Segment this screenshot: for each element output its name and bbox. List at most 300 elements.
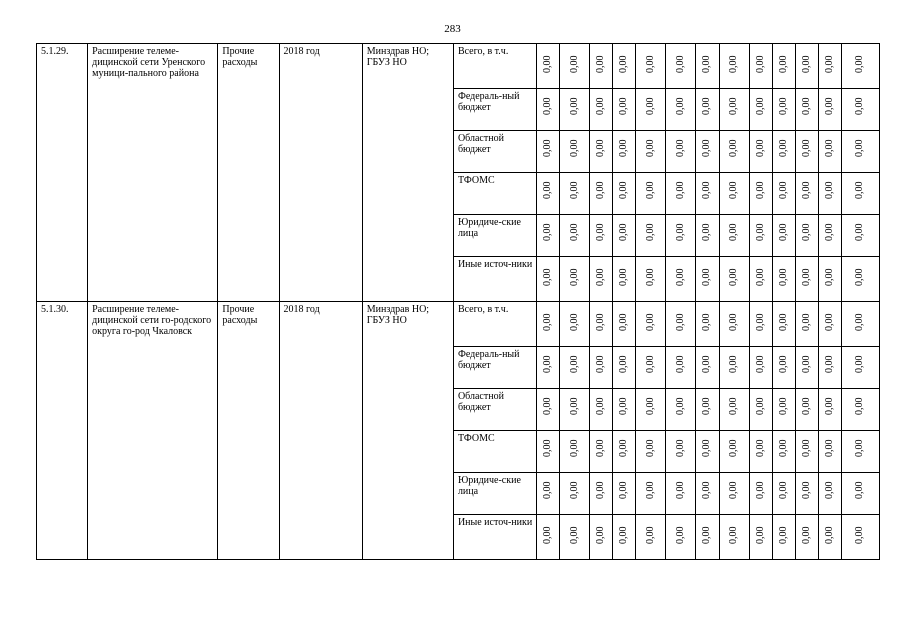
value-cell xyxy=(841,131,879,173)
value-text: 0,00 xyxy=(728,181,740,199)
value-cell xyxy=(560,173,590,215)
value-text: 0,00 xyxy=(568,139,580,157)
value-text: 0,00 xyxy=(701,439,713,457)
value-cell xyxy=(818,131,841,173)
value-cell xyxy=(749,302,772,347)
value-text: 0,00 xyxy=(568,97,580,115)
value-cell xyxy=(537,173,560,215)
value-text: 0,00 xyxy=(701,355,713,373)
value-text: 0,00 xyxy=(854,55,866,73)
value-cell xyxy=(795,515,818,560)
value-cell xyxy=(537,131,560,173)
value-text: 0,00 xyxy=(800,313,812,331)
value-cell xyxy=(560,473,590,515)
table-row xyxy=(37,302,880,347)
value-text: 0,00 xyxy=(800,97,812,115)
value-text: 0,00 xyxy=(800,139,812,157)
value-text: 0,00 xyxy=(542,223,554,241)
value-cell xyxy=(590,131,613,173)
value-cell xyxy=(636,257,666,302)
value-text: 0,00 xyxy=(701,139,713,157)
value-text: 0,00 xyxy=(595,139,607,157)
value-cell xyxy=(636,389,666,431)
value-cell xyxy=(590,389,613,431)
value-text: 0,00 xyxy=(777,97,789,115)
value-text: 0,00 xyxy=(644,223,656,241)
value-text: 0,00 xyxy=(618,439,630,457)
value-text: 0,00 xyxy=(800,223,812,241)
value-cell xyxy=(772,215,795,257)
value-cell xyxy=(696,89,719,131)
value-text: 0,00 xyxy=(644,397,656,415)
value-cell xyxy=(818,302,841,347)
value-text: 0,00 xyxy=(542,439,554,457)
value-text: 0,00 xyxy=(644,97,656,115)
value-text: 0,00 xyxy=(542,268,554,286)
value-cell xyxy=(795,302,818,347)
value-cell xyxy=(666,473,696,515)
value-text: 0,00 xyxy=(754,55,766,73)
value-cell xyxy=(818,44,841,89)
value-text: 0,00 xyxy=(644,355,656,373)
value-text: 0,00 xyxy=(674,313,686,331)
value-text: 0,00 xyxy=(823,397,835,415)
value-cell xyxy=(795,215,818,257)
value-text: 0,00 xyxy=(701,55,713,73)
value-text: 0,00 xyxy=(728,139,740,157)
value-text: 0,00 xyxy=(823,55,835,73)
funding-source-label: ТФОМС xyxy=(453,173,536,215)
value-cell xyxy=(772,44,795,89)
value-cell xyxy=(696,389,719,431)
value-text: 0,00 xyxy=(595,355,607,373)
value-cell xyxy=(560,131,590,173)
value-text: 0,00 xyxy=(701,526,713,544)
value-text: 0,00 xyxy=(823,439,835,457)
funding-source-label: Юридиче-ские лица xyxy=(453,473,536,515)
value-cell xyxy=(537,89,560,131)
value-cell xyxy=(560,215,590,257)
value-cell xyxy=(666,44,696,89)
value-cell xyxy=(613,431,636,473)
value-cell xyxy=(696,173,719,215)
value-cell xyxy=(590,431,613,473)
value-cell xyxy=(719,431,749,473)
value-cell xyxy=(666,89,696,131)
value-text: 0,00 xyxy=(595,223,607,241)
value-cell xyxy=(841,44,879,89)
value-cell xyxy=(818,215,841,257)
value-cell xyxy=(590,347,613,389)
value-cell xyxy=(636,302,666,347)
value-cell xyxy=(749,173,772,215)
value-cell xyxy=(818,173,841,215)
value-text: 0,00 xyxy=(854,313,866,331)
funding-source-label: Всего, в т.ч. xyxy=(453,302,536,347)
value-cell xyxy=(749,257,772,302)
value-text: 0,00 xyxy=(568,268,580,286)
value-text: 0,00 xyxy=(800,55,812,73)
value-text: 0,00 xyxy=(542,313,554,331)
value-cell xyxy=(719,473,749,515)
value-text: 0,00 xyxy=(823,526,835,544)
value-text: 0,00 xyxy=(644,313,656,331)
value-text: 0,00 xyxy=(854,268,866,286)
value-text: 0,00 xyxy=(754,97,766,115)
value-text: 0,00 xyxy=(777,313,789,331)
table-body xyxy=(37,44,880,560)
value-cell xyxy=(666,131,696,173)
value-text: 0,00 xyxy=(618,526,630,544)
value-cell xyxy=(537,44,560,89)
funding-source-label: Областной бюджет xyxy=(453,389,536,431)
value-cell xyxy=(666,347,696,389)
value-text: 0,00 xyxy=(618,313,630,331)
budget-table xyxy=(36,43,880,560)
value-text: 0,00 xyxy=(777,355,789,373)
value-text: 0,00 xyxy=(854,397,866,415)
value-text: 0,00 xyxy=(568,439,580,457)
value-text: 0,00 xyxy=(595,526,607,544)
value-cell xyxy=(749,515,772,560)
value-text: 0,00 xyxy=(754,481,766,499)
value-cell xyxy=(749,215,772,257)
value-cell xyxy=(636,131,666,173)
value-cell xyxy=(590,89,613,131)
value-cell xyxy=(749,89,772,131)
value-text: 0,00 xyxy=(777,526,789,544)
value-cell xyxy=(696,473,719,515)
item-executor: Минздрав НО; ГБУЗ НО xyxy=(362,302,453,560)
funding-source-label: Всего, в т.ч. xyxy=(453,44,536,89)
value-text: 0,00 xyxy=(568,55,580,73)
value-cell xyxy=(841,257,879,302)
value-cell xyxy=(537,389,560,431)
value-cell xyxy=(666,173,696,215)
table-row xyxy=(37,44,880,89)
value-text: 0,00 xyxy=(542,526,554,544)
value-text: 0,00 xyxy=(754,313,766,331)
value-cell xyxy=(590,215,613,257)
value-cell xyxy=(560,257,590,302)
value-text: 0,00 xyxy=(754,268,766,286)
value-cell xyxy=(696,131,719,173)
value-cell xyxy=(636,89,666,131)
item-code: 5.1.30. xyxy=(37,302,88,560)
funding-source-label: ТФОМС xyxy=(453,431,536,473)
value-cell xyxy=(666,215,696,257)
value-text: 0,00 xyxy=(674,139,686,157)
expense-type: Прочие расходы xyxy=(218,302,279,560)
value-cell xyxy=(772,347,795,389)
value-text: 0,00 xyxy=(777,223,789,241)
value-text: 0,00 xyxy=(854,439,866,457)
value-text: 0,00 xyxy=(800,439,812,457)
value-cell xyxy=(613,44,636,89)
value-cell xyxy=(818,89,841,131)
value-cell xyxy=(772,173,795,215)
value-cell xyxy=(719,131,749,173)
value-cell xyxy=(636,44,666,89)
value-text: 0,00 xyxy=(777,181,789,199)
value-text: 0,00 xyxy=(595,97,607,115)
value-cell xyxy=(818,473,841,515)
value-text: 0,00 xyxy=(854,481,866,499)
page-number: 283 xyxy=(444,23,461,35)
value-cell xyxy=(719,173,749,215)
value-cell xyxy=(795,131,818,173)
value-text: 0,00 xyxy=(595,55,607,73)
value-text: 0,00 xyxy=(800,526,812,544)
value-cell xyxy=(772,89,795,131)
value-text: 0,00 xyxy=(595,313,607,331)
value-text: 0,00 xyxy=(728,223,740,241)
value-text: 0,00 xyxy=(674,55,686,73)
value-cell xyxy=(537,431,560,473)
value-text: 0,00 xyxy=(542,55,554,73)
value-cell xyxy=(696,215,719,257)
value-cell xyxy=(636,431,666,473)
value-cell xyxy=(795,89,818,131)
value-cell xyxy=(537,473,560,515)
value-cell xyxy=(666,302,696,347)
value-text: 0,00 xyxy=(754,439,766,457)
value-cell xyxy=(666,257,696,302)
value-text: 0,00 xyxy=(728,481,740,499)
value-cell xyxy=(749,131,772,173)
value-text: 0,00 xyxy=(618,268,630,286)
value-text: 0,00 xyxy=(644,268,656,286)
value-text: 0,00 xyxy=(674,526,686,544)
value-text: 0,00 xyxy=(701,481,713,499)
value-text: 0,00 xyxy=(754,397,766,415)
value-cell xyxy=(841,431,879,473)
value-text: 0,00 xyxy=(644,481,656,499)
value-text: 0,00 xyxy=(728,439,740,457)
value-text: 0,00 xyxy=(823,223,835,241)
value-text: 0,00 xyxy=(728,355,740,373)
value-cell xyxy=(590,257,613,302)
value-text: 0,00 xyxy=(674,268,686,286)
value-cell xyxy=(560,431,590,473)
value-cell xyxy=(613,515,636,560)
value-cell xyxy=(719,257,749,302)
value-text: 0,00 xyxy=(823,481,835,499)
value-text: 0,00 xyxy=(644,439,656,457)
value-cell xyxy=(590,173,613,215)
value-text: 0,00 xyxy=(823,355,835,373)
value-text: 0,00 xyxy=(618,55,630,73)
value-text: 0,00 xyxy=(674,481,686,499)
value-cell xyxy=(696,257,719,302)
item-name: Расширение телеме-дицинской сети го-родского округа го-род Чкаловск xyxy=(88,302,218,560)
value-text: 0,00 xyxy=(854,97,866,115)
value-cell xyxy=(749,431,772,473)
value-text: 0,00 xyxy=(777,397,789,415)
item-executor: Минздрав НО; ГБУЗ НО xyxy=(362,44,453,302)
value-text: 0,00 xyxy=(674,223,686,241)
value-cell xyxy=(749,44,772,89)
value-text: 0,00 xyxy=(777,268,789,286)
value-cell xyxy=(613,347,636,389)
value-text: 0,00 xyxy=(701,223,713,241)
value-text: 0,00 xyxy=(618,97,630,115)
funding-source-label: Федераль-ный бюджет xyxy=(453,347,536,389)
value-text: 0,00 xyxy=(854,355,866,373)
value-cell xyxy=(636,173,666,215)
value-text: 0,00 xyxy=(568,223,580,241)
value-text: 0,00 xyxy=(728,97,740,115)
value-text: 0,00 xyxy=(701,181,713,199)
value-text: 0,00 xyxy=(800,355,812,373)
value-text: 0,00 xyxy=(674,181,686,199)
value-cell xyxy=(841,389,879,431)
value-cell xyxy=(772,257,795,302)
value-text: 0,00 xyxy=(595,181,607,199)
funding-source-label: Иные источ-ники xyxy=(453,257,536,302)
value-text: 0,00 xyxy=(823,268,835,286)
value-text: 0,00 xyxy=(644,181,656,199)
value-cell xyxy=(537,347,560,389)
value-text: 0,00 xyxy=(542,97,554,115)
value-text: 0,00 xyxy=(701,97,713,115)
value-text: 0,00 xyxy=(618,139,630,157)
value-cell xyxy=(841,215,879,257)
value-cell xyxy=(590,44,613,89)
value-text: 0,00 xyxy=(777,439,789,457)
value-cell xyxy=(795,473,818,515)
value-cell xyxy=(749,389,772,431)
value-text: 0,00 xyxy=(568,481,580,499)
value-cell xyxy=(795,431,818,473)
value-cell xyxy=(818,431,841,473)
value-text: 0,00 xyxy=(618,181,630,199)
value-text: 0,00 xyxy=(542,181,554,199)
value-text: 0,00 xyxy=(728,55,740,73)
value-cell xyxy=(749,473,772,515)
value-cell xyxy=(841,173,879,215)
value-text: 0,00 xyxy=(595,268,607,286)
value-text: 0,00 xyxy=(777,139,789,157)
value-text: 0,00 xyxy=(701,268,713,286)
value-cell xyxy=(537,302,560,347)
value-text: 0,00 xyxy=(854,139,866,157)
value-cell xyxy=(560,44,590,89)
value-cell xyxy=(560,389,590,431)
value-cell xyxy=(772,431,795,473)
value-text: 0,00 xyxy=(800,181,812,199)
value-text: 0,00 xyxy=(595,397,607,415)
value-text: 0,00 xyxy=(542,355,554,373)
value-text: 0,00 xyxy=(728,397,740,415)
value-cell xyxy=(560,515,590,560)
value-cell xyxy=(560,347,590,389)
value-cell xyxy=(719,347,749,389)
value-text: 0,00 xyxy=(542,481,554,499)
value-cell xyxy=(749,347,772,389)
value-text: 0,00 xyxy=(644,526,656,544)
value-text: 0,00 xyxy=(568,526,580,544)
funding-source-label: Иные источ-ники xyxy=(453,515,536,560)
value-cell xyxy=(613,389,636,431)
value-text: 0,00 xyxy=(777,481,789,499)
value-cell xyxy=(795,389,818,431)
value-cell xyxy=(772,131,795,173)
value-text: 0,00 xyxy=(701,397,713,415)
value-text: 0,00 xyxy=(568,355,580,373)
value-cell xyxy=(537,515,560,560)
value-cell xyxy=(696,347,719,389)
value-cell xyxy=(613,473,636,515)
item-name: Расширение телеме-дицинской сети Уренского муници-пального района xyxy=(88,44,218,302)
value-cell xyxy=(719,89,749,131)
value-text: 0,00 xyxy=(823,181,835,199)
value-cell xyxy=(636,215,666,257)
value-cell xyxy=(818,389,841,431)
value-text: 0,00 xyxy=(728,268,740,286)
value-text: 0,00 xyxy=(568,397,580,415)
value-text: 0,00 xyxy=(800,397,812,415)
value-cell xyxy=(772,302,795,347)
value-text: 0,00 xyxy=(618,481,630,499)
value-cell xyxy=(636,347,666,389)
value-text: 0,00 xyxy=(542,397,554,415)
value-cell xyxy=(590,473,613,515)
value-text: 0,00 xyxy=(754,223,766,241)
expense-type: Прочие расходы xyxy=(218,44,279,302)
value-cell xyxy=(636,473,666,515)
value-text: 0,00 xyxy=(568,181,580,199)
value-cell xyxy=(795,347,818,389)
item-code: 5.1.29. xyxy=(37,44,88,302)
value-cell xyxy=(772,473,795,515)
value-cell xyxy=(560,89,590,131)
value-text: 0,00 xyxy=(754,355,766,373)
value-cell xyxy=(719,515,749,560)
funding-source-label: Юридиче-ские лица xyxy=(453,215,536,257)
value-cell xyxy=(590,302,613,347)
value-cell xyxy=(818,515,841,560)
value-cell xyxy=(590,515,613,560)
value-cell xyxy=(613,173,636,215)
value-cell xyxy=(795,173,818,215)
value-text: 0,00 xyxy=(823,313,835,331)
value-cell xyxy=(841,515,879,560)
value-cell xyxy=(560,302,590,347)
value-cell xyxy=(613,215,636,257)
value-cell xyxy=(636,515,666,560)
value-text: 0,00 xyxy=(754,181,766,199)
value-cell xyxy=(795,257,818,302)
value-cell xyxy=(613,302,636,347)
value-cell xyxy=(772,389,795,431)
item-year: 2018 год xyxy=(279,44,362,302)
value-text: 0,00 xyxy=(728,526,740,544)
value-cell xyxy=(696,515,719,560)
value-text: 0,00 xyxy=(644,139,656,157)
value-text: 0,00 xyxy=(728,313,740,331)
value-cell xyxy=(841,302,879,347)
value-text: 0,00 xyxy=(854,223,866,241)
value-text: 0,00 xyxy=(618,397,630,415)
value-text: 0,00 xyxy=(618,355,630,373)
value-text: 0,00 xyxy=(674,439,686,457)
value-cell xyxy=(719,44,749,89)
value-text: 0,00 xyxy=(644,55,656,73)
item-year: 2018 год xyxy=(279,302,362,560)
value-cell xyxy=(537,215,560,257)
value-text: 0,00 xyxy=(854,181,866,199)
